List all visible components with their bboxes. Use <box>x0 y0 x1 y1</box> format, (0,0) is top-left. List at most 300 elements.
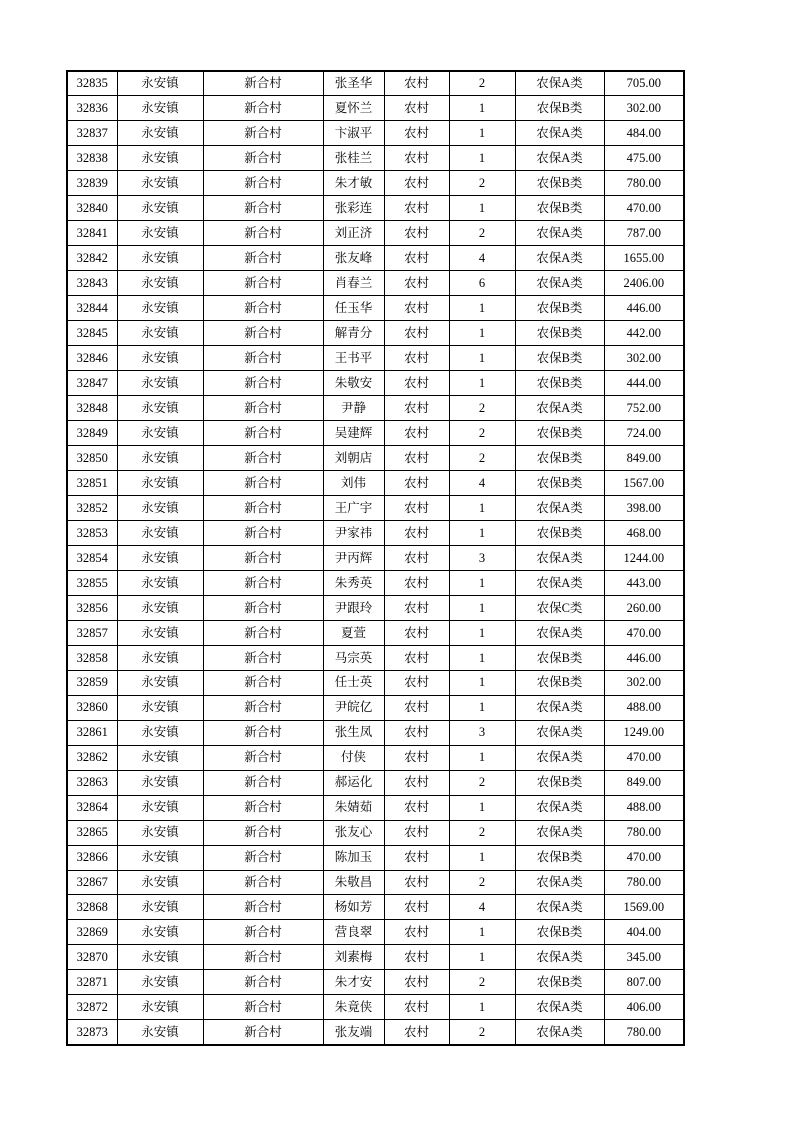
table-row <box>67 421 684 446</box>
table-cell-name: 张友端 <box>323 1020 384 1045</box>
table-cell-category: 农村 <box>384 296 449 321</box>
table-cell-insurance_type: 农保B类 <box>515 770 604 795</box>
table-cell-person_count: 2 <box>449 221 515 246</box>
table-cell-amount: 345.00 <box>604 945 684 970</box>
table-cell-name: 尹丙辉 <box>323 545 384 570</box>
table-cell-village: 新合村 <box>203 171 323 196</box>
table-cell-village: 新合村 <box>203 920 323 945</box>
table-cell-village: 新合村 <box>203 471 323 496</box>
table-row <box>67 670 684 695</box>
table-cell-name: 张圣华 <box>323 71 384 96</box>
table-cell-category: 农村 <box>384 520 449 545</box>
table-cell-name: 任玉华 <box>323 296 384 321</box>
table-cell-person_count: 2 <box>449 171 515 196</box>
table-cell-id: 32872 <box>67 995 117 1020</box>
table-cell-amount: 446.00 <box>604 645 684 670</box>
table-cell-amount: 444.00 <box>604 371 684 396</box>
table-cell-amount: 398.00 <box>604 495 684 520</box>
table-cell-insurance_type: 农保B类 <box>515 645 604 670</box>
table-cell-amount: 302.00 <box>604 96 684 121</box>
table-row <box>67 945 684 970</box>
table-cell-name: 张友峰 <box>323 246 384 271</box>
table-cell-insurance_type: 农保B类 <box>515 296 604 321</box>
table-cell-category: 农村 <box>384 545 449 570</box>
table-cell-id: 32873 <box>67 1020 117 1045</box>
table-cell-name: 尹家祎 <box>323 520 384 545</box>
table-cell-person_count: 4 <box>449 895 515 920</box>
table-cell-insurance_type: 农保A类 <box>515 820 604 845</box>
table-cell-town: 永安镇 <box>117 520 203 545</box>
table-cell-name: 卞淑平 <box>323 121 384 146</box>
table-cell-amount: 470.00 <box>604 196 684 221</box>
table-cell-insurance_type: 农保A类 <box>515 71 604 96</box>
table-cell-person_count: 4 <box>449 246 515 271</box>
table-cell-amount: 1567.00 <box>604 471 684 496</box>
table-cell-insurance_type: 农保A类 <box>515 795 604 820</box>
table-cell-category: 农村 <box>384 770 449 795</box>
table-cell-village: 新合村 <box>203 246 323 271</box>
table-cell-category: 农村 <box>384 396 449 421</box>
table-cell-amount: 302.00 <box>604 346 684 371</box>
table-cell-category: 农村 <box>384 820 449 845</box>
table-cell-person_count: 2 <box>449 820 515 845</box>
table-cell-category: 农村 <box>384 121 449 146</box>
table-cell-person_count: 2 <box>449 446 515 471</box>
table-cell-id: 32869 <box>67 920 117 945</box>
table-cell-person_count: 2 <box>449 770 515 795</box>
table-cell-town: 永安镇 <box>117 121 203 146</box>
table-cell-amount: 1249.00 <box>604 720 684 745</box>
table-cell-insurance_type: 农保B类 <box>515 196 604 221</box>
table-cell-amount: 780.00 <box>604 1020 684 1045</box>
table-cell-id: 32852 <box>67 495 117 520</box>
table-cell-amount: 724.00 <box>604 421 684 446</box>
table-cell-id: 32870 <box>67 945 117 970</box>
table-cell-category: 农村 <box>384 670 449 695</box>
table-cell-amount: 488.00 <box>604 695 684 720</box>
table-row <box>67 845 684 870</box>
table-cell-person_count: 1 <box>449 695 515 720</box>
table-cell-category: 农村 <box>384 246 449 271</box>
table-cell-insurance_type: 农保B类 <box>515 421 604 446</box>
table-cell-category: 农村 <box>384 446 449 471</box>
table-cell-amount: 780.00 <box>604 820 684 845</box>
table-cell-category: 农村 <box>384 71 449 96</box>
table-cell-insurance_type: 农保C类 <box>515 595 604 620</box>
table-cell-category: 农村 <box>384 995 449 1020</box>
table-cell-village: 新合村 <box>203 745 323 770</box>
table-cell-village: 新合村 <box>203 121 323 146</box>
table-cell-village: 新合村 <box>203 296 323 321</box>
table-cell-insurance_type: 农保B类 <box>515 446 604 471</box>
table-cell-person_count: 1 <box>449 845 515 870</box>
table-cell-amount: 470.00 <box>604 745 684 770</box>
table-cell-amount: 849.00 <box>604 770 684 795</box>
table-cell-insurance_type: 农保A类 <box>515 620 604 645</box>
table-cell-id: 32851 <box>67 471 117 496</box>
table-cell-person_count: 1 <box>449 296 515 321</box>
table-cell-town: 永安镇 <box>117 545 203 570</box>
table-cell-category: 农村 <box>384 970 449 995</box>
table-cell-amount: 705.00 <box>604 71 684 96</box>
table-cell-id: 32843 <box>67 271 117 296</box>
table-cell-id: 32857 <box>67 620 117 645</box>
table-cell-id: 32838 <box>67 146 117 171</box>
table-cell-category: 农村 <box>384 720 449 745</box>
table-cell-village: 新合村 <box>203 970 323 995</box>
table-cell-category: 农村 <box>384 271 449 296</box>
table-cell-name: 王广宇 <box>323 495 384 520</box>
table-cell-insurance_type: 农保B类 <box>515 970 604 995</box>
table-row <box>67 545 684 570</box>
table-cell-id: 32863 <box>67 770 117 795</box>
table-cell-insurance_type: 农保B类 <box>515 520 604 545</box>
table-cell-amount: 443.00 <box>604 570 684 595</box>
table-cell-id: 32841 <box>67 221 117 246</box>
table-cell-insurance_type: 农保A类 <box>515 545 604 570</box>
table-cell-town: 永安镇 <box>117 196 203 221</box>
table-cell-category: 农村 <box>384 695 449 720</box>
table-cell-category: 农村 <box>384 945 449 970</box>
table-cell-town: 永安镇 <box>117 870 203 895</box>
table-cell-name: 郝运化 <box>323 770 384 795</box>
table-body <box>67 71 684 1045</box>
table-cell-village: 新合村 <box>203 945 323 970</box>
table-cell-person_count: 2 <box>449 870 515 895</box>
table-cell-amount: 1244.00 <box>604 545 684 570</box>
table-cell-person_count: 1 <box>449 620 515 645</box>
table-cell-id: 32846 <box>67 346 117 371</box>
table-cell-person_count: 2 <box>449 970 515 995</box>
table-cell-person_count: 1 <box>449 795 515 820</box>
table-row <box>67 745 684 770</box>
table-cell-town: 永安镇 <box>117 745 203 770</box>
table-cell-category: 农村 <box>384 620 449 645</box>
table-cell-town: 永安镇 <box>117 146 203 171</box>
table-cell-insurance_type: 农保A类 <box>515 146 604 171</box>
table-cell-category: 农村 <box>384 645 449 670</box>
table-cell-id: 32854 <box>67 545 117 570</box>
table-row <box>67 570 684 595</box>
table-cell-category: 农村 <box>384 1020 449 1045</box>
table-cell-town: 永安镇 <box>117 845 203 870</box>
table-cell-village: 新合村 <box>203 895 323 920</box>
table-row <box>67 471 684 496</box>
table-cell-name: 朱敬安 <box>323 371 384 396</box>
table-cell-village: 新合村 <box>203 321 323 346</box>
table-row <box>67 895 684 920</box>
table-cell-category: 农村 <box>384 321 449 346</box>
table-cell-person_count: 1 <box>449 570 515 595</box>
table-cell-village: 新合村 <box>203 1020 323 1045</box>
table-cell-person_count: 2 <box>449 396 515 421</box>
table-row <box>67 96 684 121</box>
table-cell-town: 永安镇 <box>117 770 203 795</box>
table-cell-person_count: 1 <box>449 146 515 171</box>
table-cell-person_count: 1 <box>449 520 515 545</box>
table-cell-insurance_type: 农保A类 <box>515 121 604 146</box>
table-cell-id: 32861 <box>67 720 117 745</box>
table-row <box>67 870 684 895</box>
table-cell-insurance_type: 农保A类 <box>515 396 604 421</box>
table-cell-town: 永安镇 <box>117 495 203 520</box>
table-row <box>67 645 684 670</box>
table-cell-id: 32865 <box>67 820 117 845</box>
table-cell-person_count: 1 <box>449 745 515 770</box>
table-cell-village: 新合村 <box>203 645 323 670</box>
table-cell-amount: 488.00 <box>604 795 684 820</box>
table-row <box>67 121 684 146</box>
table-cell-name: 刘正济 <box>323 221 384 246</box>
table-cell-insurance_type: 农保B类 <box>515 845 604 870</box>
table-cell-insurance_type: 农保A类 <box>515 745 604 770</box>
table-cell-person_count: 1 <box>449 321 515 346</box>
table-cell-person_count: 1 <box>449 595 515 620</box>
table-cell-insurance_type: 农保A类 <box>515 495 604 520</box>
table-cell-person_count: 3 <box>449 720 515 745</box>
table-cell-town: 永安镇 <box>117 595 203 620</box>
table-cell-name: 张生凤 <box>323 720 384 745</box>
table-cell-category: 农村 <box>384 196 449 221</box>
table-cell-insurance_type: 农保A类 <box>515 570 604 595</box>
table-cell-insurance_type: 农保A类 <box>515 870 604 895</box>
table-cell-village: 新合村 <box>203 670 323 695</box>
table-cell-person_count: 1 <box>449 920 515 945</box>
table-cell-category: 农村 <box>384 920 449 945</box>
table-cell-village: 新合村 <box>203 720 323 745</box>
table-cell-amount: 470.00 <box>604 845 684 870</box>
table-cell-category: 农村 <box>384 895 449 920</box>
table-cell-person_count: 1 <box>449 346 515 371</box>
table-cell-village: 新合村 <box>203 795 323 820</box>
table-cell-person_count: 2 <box>449 71 515 96</box>
table-cell-name: 夏萱 <box>323 620 384 645</box>
table-row <box>67 446 684 471</box>
table-cell-person_count: 2 <box>449 1020 515 1045</box>
table-cell-insurance_type: 农保B类 <box>515 371 604 396</box>
table-cell-village: 新合村 <box>203 271 323 296</box>
table-cell-category: 农村 <box>384 745 449 770</box>
table-cell-person_count: 4 <box>449 471 515 496</box>
table-cell-id: 32853 <box>67 520 117 545</box>
table-cell-insurance_type: 农保A类 <box>515 945 604 970</box>
table-cell-name: 张友心 <box>323 820 384 845</box>
table-cell-category: 农村 <box>384 371 449 396</box>
table-cell-name: 付侠 <box>323 745 384 770</box>
table-cell-town: 永安镇 <box>117 945 203 970</box>
table-cell-insurance_type: 农保A类 <box>515 221 604 246</box>
table-cell-village: 新合村 <box>203 396 323 421</box>
table-cell-id: 32839 <box>67 171 117 196</box>
table-cell-town: 永安镇 <box>117 371 203 396</box>
table-cell-name: 张彩连 <box>323 196 384 221</box>
table-cell-amount: 484.00 <box>604 121 684 146</box>
table-cell-name: 肖春兰 <box>323 271 384 296</box>
table-cell-id: 32840 <box>67 196 117 221</box>
table-cell-person_count: 1 <box>449 645 515 670</box>
table-cell-category: 农村 <box>384 795 449 820</box>
table-cell-amount: 260.00 <box>604 595 684 620</box>
table-cell-town: 永安镇 <box>117 645 203 670</box>
table-cell-amount: 2406.00 <box>604 271 684 296</box>
table-cell-category: 农村 <box>384 171 449 196</box>
table-cell-id: 32842 <box>67 246 117 271</box>
table-row <box>67 221 684 246</box>
table-cell-village: 新合村 <box>203 495 323 520</box>
table-cell-category: 农村 <box>384 845 449 870</box>
table-cell-name: 张桂兰 <box>323 146 384 171</box>
table-cell-person_count: 6 <box>449 271 515 296</box>
table-cell-town: 永安镇 <box>117 795 203 820</box>
table-cell-id: 32862 <box>67 745 117 770</box>
table-cell-id: 32866 <box>67 845 117 870</box>
table-cell-insurance_type: 农保A类 <box>515 271 604 296</box>
table-cell-village: 新合村 <box>203 446 323 471</box>
table-cell-amount: 404.00 <box>604 920 684 945</box>
table-cell-id: 32855 <box>67 570 117 595</box>
table-cell-town: 永安镇 <box>117 995 203 1020</box>
table-cell-name: 朱才安 <box>323 970 384 995</box>
table-cell-amount: 807.00 <box>604 970 684 995</box>
table-cell-town: 永安镇 <box>117 421 203 446</box>
table-cell-town: 永安镇 <box>117 96 203 121</box>
table-row <box>67 995 684 1020</box>
table-cell-category: 农村 <box>384 495 449 520</box>
table-cell-category: 农村 <box>384 421 449 446</box>
table-cell-insurance_type: 农保B类 <box>515 321 604 346</box>
table-row <box>67 620 684 645</box>
table-cell-id: 32868 <box>67 895 117 920</box>
table-cell-town: 永安镇 <box>117 221 203 246</box>
table-cell-village: 新合村 <box>203 520 323 545</box>
table-cell-town: 永安镇 <box>117 820 203 845</box>
table-cell-village: 新合村 <box>203 870 323 895</box>
table-cell-amount: 446.00 <box>604 296 684 321</box>
table-cell-amount: 442.00 <box>604 321 684 346</box>
table-cell-insurance_type: 农保B类 <box>515 471 604 496</box>
table-cell-name: 尹静 <box>323 396 384 421</box>
table-cell-village: 新合村 <box>203 570 323 595</box>
table-cell-name: 刘伟 <box>323 471 384 496</box>
table-cell-insurance_type: 农保A类 <box>515 246 604 271</box>
table-cell-amount: 849.00 <box>604 446 684 471</box>
table-cell-insurance_type: 农保A类 <box>515 1020 604 1045</box>
table-cell-id: 32836 <box>67 96 117 121</box>
table-cell-town: 永安镇 <box>117 471 203 496</box>
table-cell-name: 营良翠 <box>323 920 384 945</box>
table-cell-amount: 468.00 <box>604 520 684 545</box>
table-cell-village: 新合村 <box>203 221 323 246</box>
table-cell-name: 夏怀兰 <box>323 96 384 121</box>
table-cell-village: 新合村 <box>203 146 323 171</box>
table-cell-town: 永安镇 <box>117 446 203 471</box>
table-cell-name: 任士英 <box>323 670 384 695</box>
table-row <box>67 695 684 720</box>
table-cell-village: 新合村 <box>203 346 323 371</box>
table-cell-id: 32860 <box>67 695 117 720</box>
table-cell-village: 新合村 <box>203 371 323 396</box>
table-cell-name: 朱才敏 <box>323 171 384 196</box>
table-cell-village: 新合村 <box>203 545 323 570</box>
table-cell-category: 农村 <box>384 570 449 595</box>
table-row <box>67 920 684 945</box>
table-cell-category: 农村 <box>384 346 449 371</box>
table-cell-category: 农村 <box>384 595 449 620</box>
table-cell-insurance_type: 农保A类 <box>515 995 604 1020</box>
table-cell-name: 陈加玉 <box>323 845 384 870</box>
table-cell-town: 永安镇 <box>117 321 203 346</box>
table-cell-name: 杨如芳 <box>323 895 384 920</box>
table-cell-person_count: 1 <box>449 995 515 1020</box>
table-cell-village: 新合村 <box>203 695 323 720</box>
table-row <box>67 246 684 271</box>
table-cell-village: 新合村 <box>203 770 323 795</box>
table-cell-insurance_type: 农保B类 <box>515 171 604 196</box>
table-cell-village: 新合村 <box>203 620 323 645</box>
table-cell-person_count: 1 <box>449 670 515 695</box>
table-cell-name: 解青分 <box>323 321 384 346</box>
table-row <box>67 346 684 371</box>
table-row <box>67 970 684 995</box>
table-row <box>67 1020 684 1045</box>
table-cell-name: 朱婧茹 <box>323 795 384 820</box>
table-cell-id: 32849 <box>67 421 117 446</box>
table-cell-town: 永安镇 <box>117 895 203 920</box>
table-cell-person_count: 1 <box>449 196 515 221</box>
table-cell-name: 马宗英 <box>323 645 384 670</box>
table-cell-id: 32844 <box>67 296 117 321</box>
table-cell-town: 永安镇 <box>117 570 203 595</box>
table-cell-town: 永安镇 <box>117 970 203 995</box>
table-row <box>67 371 684 396</box>
table-cell-town: 永安镇 <box>117 246 203 271</box>
table-row <box>67 520 684 545</box>
table-cell-amount: 406.00 <box>604 995 684 1020</box>
table-cell-name: 尹跟玲 <box>323 595 384 620</box>
table-cell-amount: 1655.00 <box>604 246 684 271</box>
table-cell-name: 朱秀英 <box>323 570 384 595</box>
table-cell-person_count: 1 <box>449 371 515 396</box>
table-cell-town: 永安镇 <box>117 1020 203 1045</box>
table-cell-category: 农村 <box>384 471 449 496</box>
table-cell-village: 新合村 <box>203 820 323 845</box>
table-cell-id: 32847 <box>67 371 117 396</box>
table-cell-amount: 1569.00 <box>604 895 684 920</box>
table-cell-name: 刘素梅 <box>323 945 384 970</box>
table-cell-village: 新合村 <box>203 595 323 620</box>
table-cell-person_count: 1 <box>449 96 515 121</box>
table-cell-village: 新合村 <box>203 196 323 221</box>
table-row <box>67 396 684 421</box>
table-cell-village: 新合村 <box>203 995 323 1020</box>
table-cell-town: 永安镇 <box>117 271 203 296</box>
table-row <box>67 146 684 171</box>
table-cell-id: 32835 <box>67 71 117 96</box>
table-cell-name: 朱敬昌 <box>323 870 384 895</box>
table-cell-category: 农村 <box>384 870 449 895</box>
table-cell-amount: 302.00 <box>604 670 684 695</box>
table-cell-town: 永安镇 <box>117 296 203 321</box>
table-cell-id: 32867 <box>67 870 117 895</box>
table-row <box>67 71 684 96</box>
table-row <box>67 595 684 620</box>
table-cell-amount: 787.00 <box>604 221 684 246</box>
table-cell-person_count: 1 <box>449 495 515 520</box>
table-cell-id: 32856 <box>67 595 117 620</box>
table-row <box>67 720 684 745</box>
table-cell-insurance_type: 农保B类 <box>515 920 604 945</box>
table-cell-amount: 475.00 <box>604 146 684 171</box>
